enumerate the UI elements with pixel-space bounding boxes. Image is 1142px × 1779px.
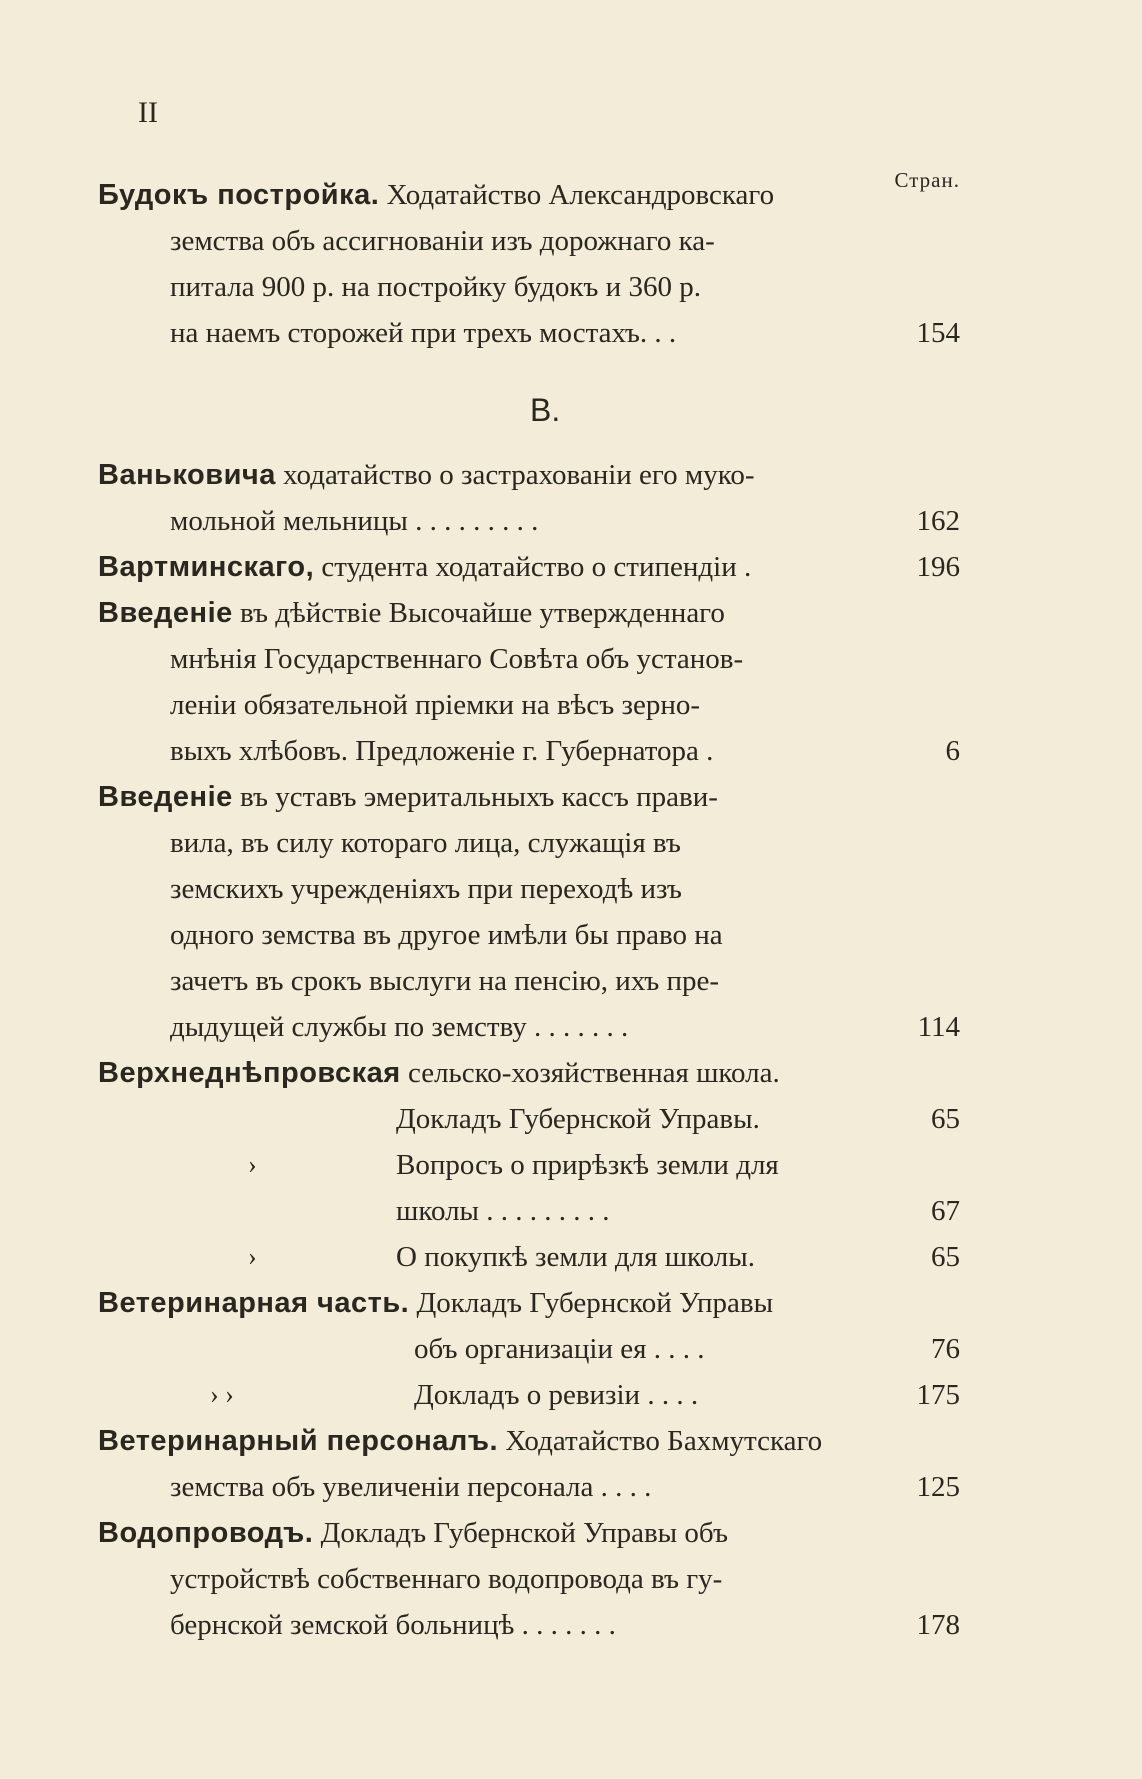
- entry-heading: Водопроводъ.: [98, 1517, 314, 1549]
- entry-text: устройствѣ собственнаго водопровода въ гу-: [170, 1563, 723, 1595]
- entry-text: вила, въ силу котораго лица, служащія въ: [170, 827, 681, 859]
- entry-text: сельско-хозяйственная школа.: [407, 1057, 780, 1089]
- entry-text: Докладъ Губернской Управы объ: [320, 1517, 728, 1549]
- entry-text: въ дѣйствіе Высочайше утвержденнаго: [240, 597, 725, 629]
- entry-heading: Введеніе: [98, 781, 233, 813]
- ditto-mark: ›: [248, 1242, 257, 1271]
- entry-heading: Ветеринарная часть.: [98, 1287, 410, 1319]
- ditto-mark: ›: [248, 1150, 257, 1179]
- page-ref: 114: [917, 1011, 960, 1043]
- ditto-mark: › ›: [210, 1380, 234, 1409]
- entry-heading: Введеніе: [98, 597, 233, 629]
- page-ref: 67: [931, 1195, 960, 1227]
- entry-text: студента ходатайство о стипендіи .: [321, 551, 752, 583]
- index-entry: [98, 172, 960, 356]
- page-ref: 76: [931, 1333, 960, 1365]
- entry-text: ходатайство о застрахованіи его муко-: [283, 459, 755, 491]
- entry-text: земства объ ассигнованіи изъ дорожнаго ка-: [170, 225, 715, 257]
- entry-text: Ходатайство Бахмутскаго: [505, 1425, 823, 1457]
- index-entry: [98, 1418, 960, 1510]
- entry-text: одного земства въ другое имѣли бы право на: [170, 919, 723, 951]
- entry-heading: Верхнеднѣпровская: [98, 1057, 401, 1089]
- entry-heading: Ваньковича: [98, 459, 276, 491]
- index-entry: [98, 1050, 960, 1280]
- page-ref: 162: [916, 505, 960, 537]
- page-ref: 125: [916, 1471, 960, 1503]
- entry-text: мнѣнія Государственнаго Совѣта объ установ-: [170, 643, 744, 675]
- entry-text: мольной мельницы . . . . . . . . .: [170, 505, 539, 537]
- index-entry: [98, 590, 960, 774]
- entry-text: дыдущей службы по земству . . . . . . .: [170, 1011, 629, 1043]
- entry-text: земства объ увеличеніи персонала . . . .: [170, 1471, 652, 1503]
- entry-text: бернской земской больницѣ . . . . . . .: [170, 1609, 616, 1641]
- entry-text: Докладъ Губернской Управы: [416, 1287, 774, 1319]
- index-entry: [98, 774, 960, 1050]
- entry-text: леніи обязательной пріемки на вѣсъ зерно-: [170, 689, 701, 721]
- page-ref: 65: [931, 1241, 960, 1273]
- entry-text: въ уставъ эмеритальныхъ кассъ прави-: [240, 781, 718, 813]
- page-ref: 154: [916, 317, 960, 349]
- entry-text: Вопросъ о прирѣзкѣ земли для: [396, 1149, 779, 1181]
- entry-text: Докладъ Губернской Управы.: [396, 1103, 760, 1135]
- index-entry: [98, 1280, 960, 1418]
- entry-text: Ходатайство Александровскаго: [386, 179, 775, 211]
- entry-text: О покупкѣ земли для школы.: [396, 1241, 756, 1273]
- page-ref: 178: [916, 1609, 960, 1641]
- entry-text: выхъ хлѣбовъ. Предложеніе г. Губернатора .: [170, 735, 714, 767]
- index-entry: [98, 452, 960, 544]
- entry-heading: Ветеринарный персоналъ.: [98, 1425, 499, 1457]
- index-entry: [98, 1510, 960, 1648]
- index-entry: [98, 544, 960, 590]
- page-number: II: [138, 96, 158, 129]
- page-ref: 175: [916, 1379, 960, 1411]
- page-ref: 65: [931, 1103, 960, 1135]
- entry-text: питала 900 р. на постройку будокъ и 360 р.: [170, 271, 701, 303]
- entry-text: зачетъ въ срокъ выслуги на пенсію, ихъ пре-: [170, 965, 720, 997]
- page-column-header: Стран.: [894, 168, 960, 192]
- entry-heading: Будокъ постройка.: [98, 179, 380, 211]
- entry-text: школы . . . . . . . . .: [396, 1195, 610, 1227]
- entry-heading: Вартминскаго,: [98, 551, 315, 583]
- page-ref: 196: [916, 551, 960, 583]
- entry-text: на наемъ сторожей при трехъ мостахъ. . .: [170, 317, 677, 349]
- entry-text: земскихъ учрежденіяхъ при переходѣ изъ: [170, 873, 682, 905]
- page-ref: 6: [945, 735, 960, 767]
- entry-text: Докладъ о ревизіи . . . .: [414, 1379, 699, 1411]
- section-letter: В.: [530, 392, 561, 428]
- entry-text: объ организаціи ея . . . .: [414, 1333, 705, 1365]
